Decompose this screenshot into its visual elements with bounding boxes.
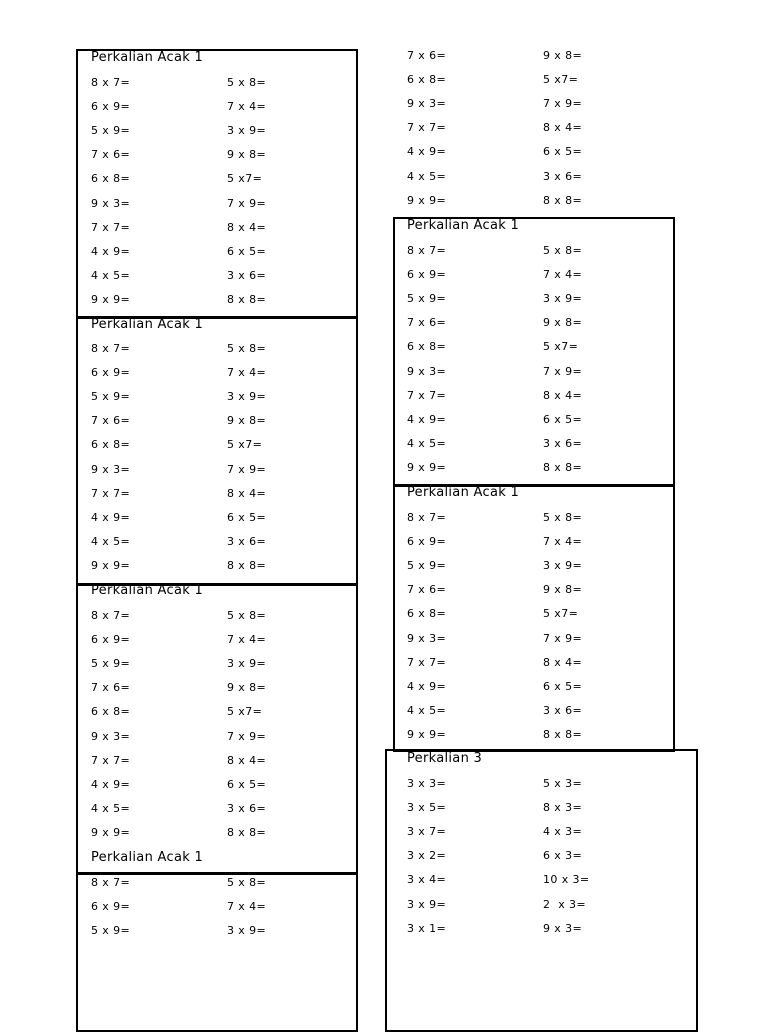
- acak-2-problem: 8 x 8=: [227, 558, 267, 572]
- acak-3-problem: 7 x 7=: [91, 753, 131, 767]
- acak-3-problem: 6 x 5=: [227, 777, 267, 791]
- acak-1-problem: 6 x 8=: [91, 172, 131, 186]
- acak-3-problem: 5 x 9=: [91, 657, 131, 671]
- acak-5-problem: 9 x 9=: [407, 460, 447, 474]
- acak-2-problem: 4 x 9=: [91, 510, 131, 524]
- acak-6-problem: 5 x 9=: [407, 559, 447, 573]
- acak-5-problem: 6 x 5=: [543, 412, 583, 426]
- acak-6-problem: 3 x 6=: [543, 703, 583, 717]
- perkalian3-problem: 5 x 3=: [543, 777, 583, 790]
- acak-5-problem: 5 x7=: [543, 340, 579, 354]
- acak-2-problem: 6 x 9=: [91, 366, 131, 380]
- perkalian3-box: [385, 749, 698, 1032]
- perkalian3-problem: 3 x 9=: [407, 897, 447, 911]
- acak-4-problem: 8 x 7=: [91, 876, 131, 889]
- acak-4-problem: 7 x 4=: [227, 900, 267, 914]
- acak-3-problem: 9 x 8=: [227, 681, 267, 695]
- acak-1-problem: 6 x 5=: [227, 244, 267, 258]
- acak-continued-problem: 6 x 5=: [543, 145, 583, 159]
- acak-1-problem: 4 x 9=: [91, 244, 131, 258]
- acak-1-problem: 9 x 3=: [91, 196, 131, 210]
- perkalian3-problem: 4 x 3=: [543, 825, 583, 839]
- acak-3-problem: 8 x 8=: [227, 825, 267, 839]
- acak-2-problem: 9 x 3=: [91, 462, 131, 476]
- acak-box-4: [76, 872, 358, 1032]
- acak-1-problem: 7 x 6=: [91, 148, 131, 162]
- acak-1-problem: 9 x 8=: [227, 148, 267, 162]
- acak-2-problem: 5 x 8=: [227, 342, 267, 355]
- section-title: Perkalian Acak 1: [91, 583, 204, 598]
- acak-6-problem: 9 x 3=: [407, 631, 447, 645]
- perkalian3-problem: 9 x 3=: [543, 921, 583, 935]
- acak-1-problem: 6 x 9=: [91, 100, 131, 114]
- acak-3-problem: 9 x 9=: [91, 825, 131, 839]
- acak-3-problem: 4 x 9=: [91, 777, 131, 791]
- acak-6-problem: 6 x 9=: [407, 535, 447, 549]
- acak-2-problem: 7 x 7=: [91, 486, 131, 500]
- acak-6-problem: 4 x 5=: [407, 703, 447, 717]
- acak-3-problem: 7 x 4=: [227, 633, 267, 647]
- acak-5-problem: 7 x 4=: [543, 268, 583, 282]
- perkalian3-problem: 3 x 2=: [407, 849, 447, 863]
- section-title: Perkalian Acak 1: [91, 850, 204, 865]
- acak-4-problem: 5 x 8=: [227, 876, 267, 889]
- acak-continued-problem: 8 x 4=: [543, 121, 583, 135]
- acak-2-problem: 8 x 4=: [227, 486, 267, 500]
- acak-3-problem: 7 x 6=: [91, 681, 131, 695]
- perkalian3-problem: 8 x 3=: [543, 801, 583, 815]
- acak-1-problem: 7 x 4=: [227, 100, 267, 114]
- perkalian3-problem: 2 x 3=: [543, 897, 587, 911]
- acak-5-problem: 5 x 9=: [407, 292, 447, 306]
- acak-continued-problem: 4 x 5=: [407, 169, 447, 183]
- acak-2-problem: 9 x 8=: [227, 414, 267, 428]
- acak-6-problem: 6 x 8=: [407, 607, 447, 621]
- perkalian3-problem: 6 x 3=: [543, 849, 583, 863]
- acak-3-problem: 5 x7=: [227, 705, 263, 719]
- acak-continued-problem: 9 x 8=: [543, 49, 583, 62]
- acak-continued-problem: 9 x 9=: [407, 193, 447, 207]
- acak-3-problem: 8 x 4=: [227, 753, 267, 767]
- acak-2-problem: 5 x7=: [227, 438, 263, 452]
- acak-5-problem: 8 x 8=: [543, 460, 583, 474]
- acak-4-problem: 3 x 9=: [227, 924, 267, 938]
- acak-1-problem: 7 x 9=: [227, 196, 267, 210]
- perkalian3-problem: 10 x 3=: [543, 873, 590, 887]
- acak-6-problem: 9 x 9=: [407, 727, 447, 741]
- acak-2-problem: 6 x 5=: [227, 510, 267, 524]
- acak-1-problem: 5 x 9=: [91, 124, 131, 138]
- acak-6-problem: 7 x 7=: [407, 655, 447, 669]
- acak-5-problem: 8 x 7=: [407, 244, 447, 257]
- acak-continued-problem: 3 x 6=: [543, 169, 583, 183]
- acak-3-problem: 3 x 6=: [227, 801, 267, 815]
- acak-2-problem: 3 x 9=: [227, 390, 267, 404]
- acak-3-problem: 8 x 7=: [91, 609, 131, 622]
- acak-2-problem: 7 x 9=: [227, 462, 267, 476]
- acak-1-problem: 5 x7=: [227, 172, 263, 186]
- acak-2-problem: 5 x 9=: [91, 390, 131, 404]
- perkalian3-problem: 3 x 4=: [407, 873, 447, 887]
- acak-5-problem: 7 x 7=: [407, 388, 447, 402]
- acak-continued-problem: 7 x 6=: [407, 49, 447, 62]
- acak-5-problem: 4 x 9=: [407, 412, 447, 426]
- acak-5-problem: 9 x 8=: [543, 316, 583, 330]
- acak-continued-problem: 6 x 8=: [407, 73, 447, 87]
- acak-1-problem: 8 x 7=: [91, 76, 131, 89]
- acak-2-problem: 8 x 7=: [91, 342, 131, 355]
- perkalian3-problem: 3 x 7=: [407, 825, 447, 839]
- acak-3-problem: 3 x 9=: [227, 657, 267, 671]
- acak-6-problem: 3 x 9=: [543, 559, 583, 573]
- section-title: Perkalian Acak 1: [91, 317, 204, 332]
- acak-5-problem: 3 x 6=: [543, 436, 583, 450]
- acak-4-problem: 5 x 9=: [91, 924, 131, 938]
- acak-2-problem: 7 x 6=: [91, 414, 131, 428]
- acak-continued-problem: 9 x 3=: [407, 97, 447, 111]
- acak-5-problem: 9 x 3=: [407, 364, 447, 378]
- acak-6-problem: 9 x 8=: [543, 583, 583, 597]
- section-title: Perkalian Acak 1: [407, 485, 520, 500]
- acak-2-problem: 7 x 4=: [227, 366, 267, 380]
- acak-continued-problem: 7 x 7=: [407, 121, 447, 135]
- acak-1-problem: 4 x 5=: [91, 268, 131, 282]
- acak-1-problem: 8 x 8=: [227, 292, 267, 306]
- acak-continued-problem: 7 x 9=: [543, 97, 583, 111]
- acak-5-problem: 3 x 9=: [543, 292, 583, 306]
- acak-2-problem: 3 x 6=: [227, 534, 267, 548]
- acak-6-problem: 4 x 9=: [407, 679, 447, 693]
- acak-6-problem: 8 x 8=: [543, 727, 583, 741]
- acak-1-problem: 8 x 4=: [227, 220, 267, 234]
- acak-2-problem: 4 x 5=: [91, 534, 131, 548]
- acak-4-problem: 6 x 9=: [91, 900, 131, 914]
- acak-continued-problem: 8 x 8=: [543, 193, 583, 207]
- acak-6-problem: 5 x7=: [543, 607, 579, 621]
- acak-5-problem: 6 x 8=: [407, 340, 447, 354]
- acak-1-problem: 7 x 7=: [91, 220, 131, 234]
- acak-1-problem: 3 x 9=: [227, 124, 267, 138]
- acak-2-problem: 9 x 9=: [91, 558, 131, 572]
- perkalian3-problem: 3 x 3=: [407, 777, 447, 790]
- acak-6-problem: 8 x 7=: [407, 511, 447, 524]
- acak-3-problem: 9 x 3=: [91, 729, 131, 743]
- acak-1-problem: 3 x 6=: [227, 268, 267, 282]
- acak-continued-problem: 5 x7=: [543, 73, 579, 87]
- section-title: Perkalian Acak 1: [91, 50, 204, 65]
- acak-5-problem: 7 x 9=: [543, 364, 583, 378]
- section-title: Perkalian Acak 1: [407, 218, 520, 233]
- acak-6-problem: 5 x 8=: [543, 511, 583, 524]
- perkalian3-problem: 3 x 1=: [407, 921, 447, 935]
- acak-3-problem: 7 x 9=: [227, 729, 267, 743]
- acak-6-problem: 8 x 4=: [543, 655, 583, 669]
- acak-3-problem: 4 x 5=: [91, 801, 131, 815]
- acak-5-problem: 4 x 5=: [407, 436, 447, 450]
- acak-3-problem: 6 x 8=: [91, 705, 131, 719]
- acak-3-problem: 5 x 8=: [227, 609, 267, 622]
- acak-3-problem: 6 x 9=: [91, 633, 131, 647]
- acak-6-problem: 6 x 5=: [543, 679, 583, 693]
- acak-5-problem: 8 x 4=: [543, 388, 583, 402]
- acak-2-problem: 6 x 8=: [91, 438, 131, 452]
- acak-6-problem: 7 x 6=: [407, 583, 447, 597]
- acak-1-problem: 9 x 9=: [91, 292, 131, 306]
- section-title: Perkalian 3: [407, 751, 483, 766]
- acak-6-problem: 7 x 4=: [543, 535, 583, 549]
- perkalian3-problem: 3 x 5=: [407, 801, 447, 815]
- acak-5-problem: 7 x 6=: [407, 316, 447, 330]
- acak-5-problem: 5 x 8=: [543, 244, 583, 257]
- acak-5-problem: 6 x 9=: [407, 268, 447, 282]
- acak-continued-problem: 4 x 9=: [407, 145, 447, 159]
- acak-1-problem: 5 x 8=: [227, 76, 267, 89]
- acak-6-problem: 7 x 9=: [543, 631, 583, 645]
